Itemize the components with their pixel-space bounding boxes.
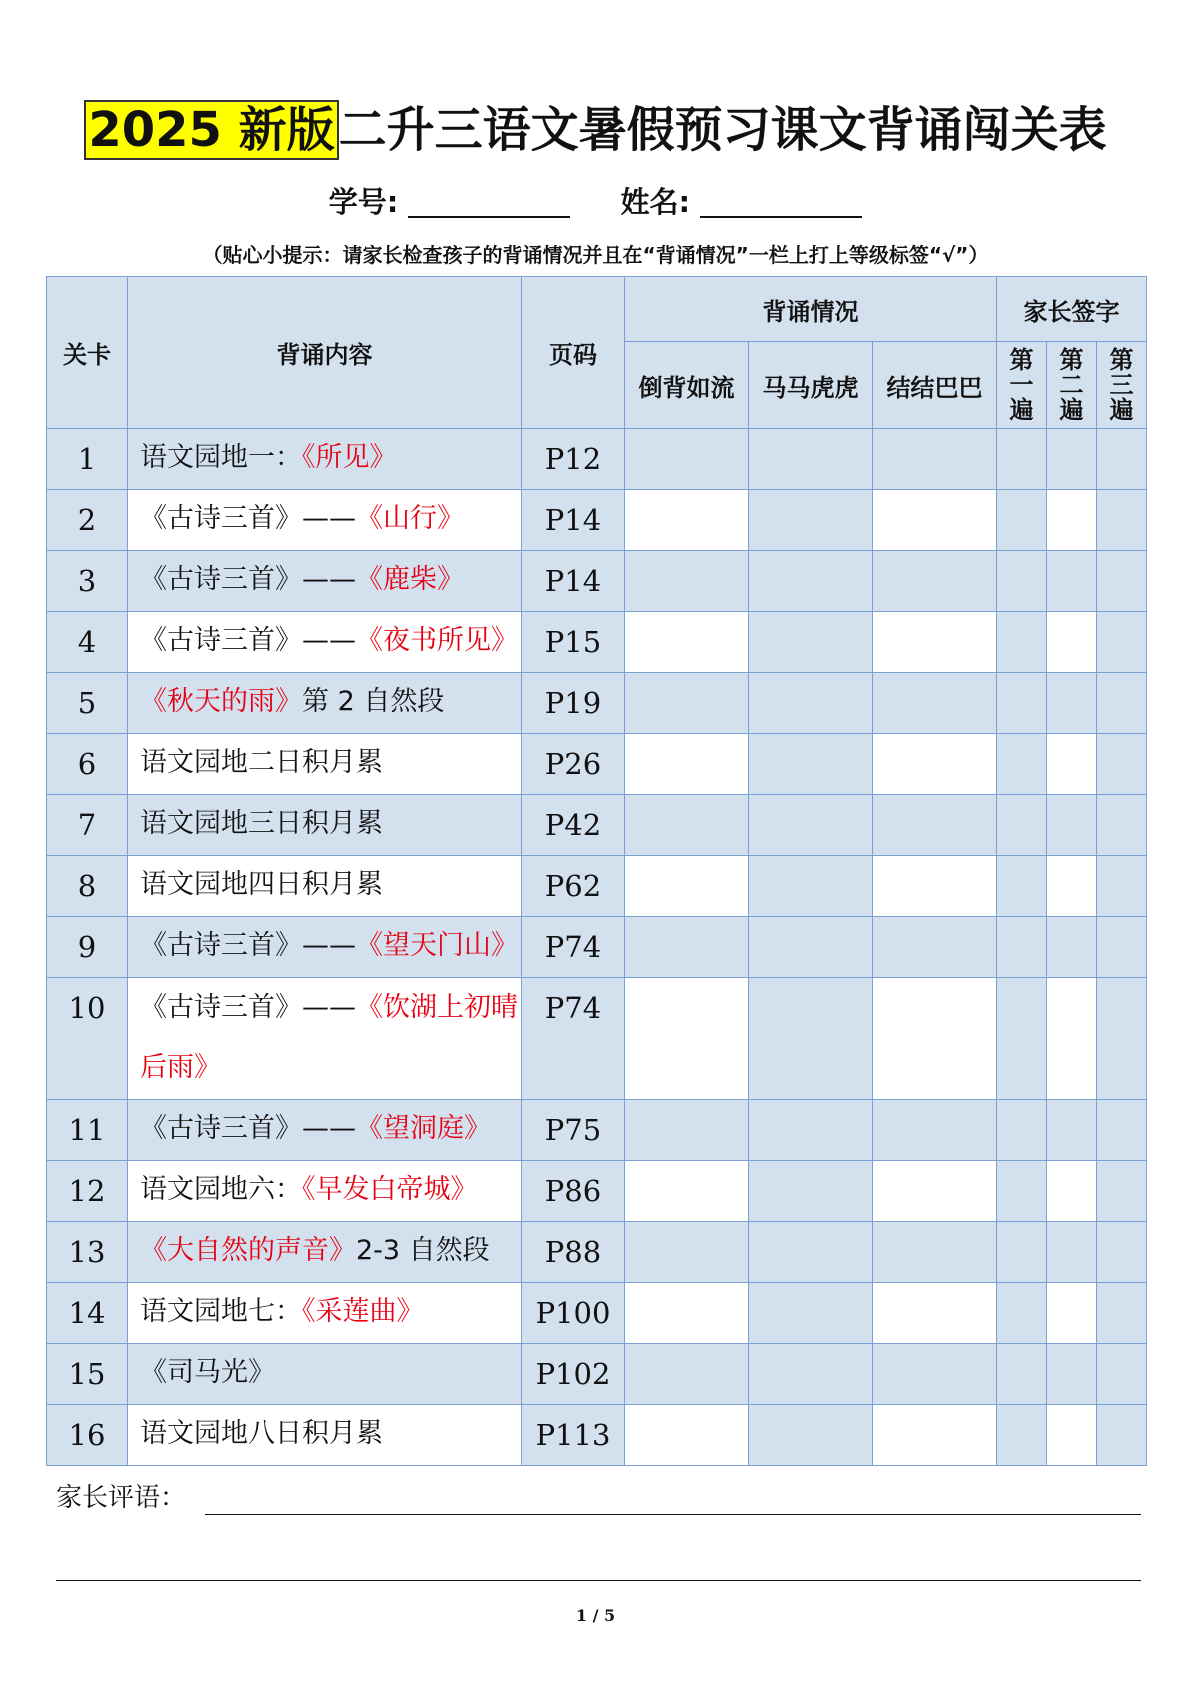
content-post-text: 第 2 自然段: [302, 686, 445, 717]
sign-pass-2-cell[interactable]: [1047, 856, 1097, 917]
page-title: [0, 88, 1191, 172]
grade-ok-cell[interactable]: [749, 429, 873, 490]
sign-pass-3-cell[interactable]: [1097, 1100, 1147, 1161]
header-sign: 家长签字: [997, 277, 1147, 342]
grade-fluent-cell[interactable]: [625, 612, 749, 673]
sign-pass-2-cell[interactable]: [1047, 490, 1097, 551]
header-page: 页码: [522, 277, 625, 429]
table-row: [47, 429, 1147, 490]
row-page-number: P26: [522, 734, 625, 795]
grade-ok-cell[interactable]: [749, 1100, 873, 1161]
sign-pass-3-cell[interactable]: [1097, 1283, 1147, 1344]
content-red-text: 《所见》: [302, 442, 397, 473]
grade-ok-cell[interactable]: [749, 734, 873, 795]
sign-pass-2-cell[interactable]: [1047, 551, 1097, 612]
table-row: [47, 490, 1147, 551]
sign-pass-3-cell[interactable]: [1097, 1222, 1147, 1283]
row-content: [128, 673, 522, 734]
row-level-number: 11: [47, 1100, 128, 1161]
sign-pass-1-cell[interactable]: [997, 490, 1047, 551]
sign-pass-1-cell[interactable]: [997, 856, 1047, 917]
content-red-text: 《夜书所见》: [356, 625, 518, 656]
content-pre-text: 《古诗三首》——: [140, 992, 356, 1023]
row-page-number: P62: [522, 856, 625, 917]
row-level-number: 16: [47, 1405, 128, 1466]
row-level-number: 6: [47, 734, 128, 795]
row-content: [128, 856, 522, 917]
page-indicator: 1 / 5: [575, 1606, 616, 1625]
grade-stutter-cell[interactable]: [873, 1222, 997, 1283]
row-level-number: 10: [47, 978, 128, 1100]
sign-pass-1-cell[interactable]: [997, 429, 1047, 490]
grade-stutter-cell[interactable]: [873, 1344, 997, 1405]
sign-pass-3-cell[interactable]: [1097, 978, 1147, 1100]
grade-fluent-cell[interactable]: [625, 1405, 749, 1466]
header-level: 关卡: [47, 277, 128, 429]
header-pass-2: 第二遍: [1047, 342, 1097, 429]
sign-pass-2-cell[interactable]: [1047, 673, 1097, 734]
grade-ok-cell[interactable]: [749, 1222, 873, 1283]
sign-pass-3-cell[interactable]: [1097, 490, 1147, 551]
content-red-text: 《山行》: [356, 503, 464, 534]
row-content: [128, 1283, 522, 1344]
row-content: [128, 978, 522, 1100]
grade-fluent-cell[interactable]: [625, 1100, 749, 1161]
sign-pass-2-cell[interactable]: [1047, 734, 1097, 795]
grade-ok-cell[interactable]: [749, 1344, 873, 1405]
sign-pass-1-cell[interactable]: [997, 734, 1047, 795]
grade-ok-cell[interactable]: [749, 1405, 873, 1466]
grade-stutter-cell[interactable]: [873, 551, 997, 612]
content-red-text: 《采莲曲》: [302, 1296, 424, 1327]
bottom-rule: [56, 1580, 1141, 1581]
sign-pass-2-cell[interactable]: [1047, 1344, 1097, 1405]
sign-pass-2-cell[interactable]: [1047, 1283, 1097, 1344]
grade-stutter-cell[interactable]: [873, 612, 997, 673]
row-content: [128, 1344, 522, 1405]
parent-comment-label: 家长评语：: [56, 1483, 187, 1513]
grade-fluent-cell[interactable]: [625, 1283, 749, 1344]
row-content: [128, 551, 522, 612]
row-page-number: P42: [522, 795, 625, 856]
sign-pass-1-cell[interactable]: [997, 673, 1047, 734]
sign-pass-1-cell[interactable]: [997, 978, 1047, 1100]
table-row: [47, 1161, 1147, 1222]
table-row: [47, 673, 1147, 734]
row-page-number: P102: [522, 1344, 625, 1405]
grade-ok-cell[interactable]: [749, 1283, 873, 1344]
sign-pass-1-cell[interactable]: [997, 1283, 1047, 1344]
table-row: [47, 856, 1147, 917]
grade-fluent-cell[interactable]: [625, 673, 749, 734]
grade-stutter-cell[interactable]: [873, 917, 997, 978]
grade-fluent-cell[interactable]: [625, 1222, 749, 1283]
grade-fluent-cell[interactable]: [625, 734, 749, 795]
title-rest: 二升三语文暑假预习课文背诵闯关表: [338, 102, 1107, 158]
content-red-text: 《早发白帝城》: [302, 1174, 478, 1205]
sign-pass-2-cell[interactable]: [1047, 1161, 1097, 1222]
parent-comment-field[interactable]: [205, 1514, 1141, 1515]
table-row: [47, 917, 1147, 978]
student-id-field[interactable]: [408, 182, 570, 218]
grade-fluent-cell[interactable]: [625, 1344, 749, 1405]
content-red-text: 《望洞庭》: [356, 1113, 491, 1144]
row-level-number: 1: [47, 429, 128, 490]
table-row: [47, 1222, 1147, 1283]
student-info-row: [0, 178, 1191, 226]
row-content: [128, 1222, 522, 1283]
grade-fluent-cell[interactable]: [625, 978, 749, 1100]
sign-pass-3-cell[interactable]: [1097, 551, 1147, 612]
sign-pass-1-cell[interactable]: [997, 1344, 1047, 1405]
sign-pass-2-cell[interactable]: [1047, 1100, 1097, 1161]
row-page-number: P74: [522, 978, 625, 1100]
content-pre-text: 语文园地八日积月累: [140, 1418, 383, 1449]
row-page-number: P75: [522, 1100, 625, 1161]
content-red-text: 《大自然的声音》: [140, 1235, 356, 1266]
student-id-label: 学号:: [328, 185, 399, 219]
header-content: 背诵内容: [128, 277, 522, 429]
content-pre-text: 语文园地二日积月累: [140, 747, 383, 778]
sign-pass-3-cell[interactable]: [1097, 612, 1147, 673]
grade-fluent-cell[interactable]: [625, 856, 749, 917]
student-name-field[interactable]: [700, 182, 862, 218]
row-content: [128, 1161, 522, 1222]
row-level-number: 3: [47, 551, 128, 612]
sign-pass-2-cell[interactable]: [1047, 917, 1097, 978]
grade-ok-cell[interactable]: [749, 673, 873, 734]
sign-pass-1-cell[interactable]: [997, 1161, 1047, 1222]
sign-pass-2-cell[interactable]: [1047, 429, 1097, 490]
sign-pass-1-cell[interactable]: [997, 551, 1047, 612]
sign-pass-3-cell[interactable]: [1097, 917, 1147, 978]
recitation-table: [46, 276, 1147, 1466]
row-content: [128, 490, 522, 551]
sign-pass-1-cell[interactable]: [997, 917, 1047, 978]
header-grade-fluent: 倒背如流: [625, 342, 749, 429]
row-page-number: P100: [522, 1283, 625, 1344]
grade-ok-cell[interactable]: [749, 917, 873, 978]
grade-stutter-cell[interactable]: [873, 856, 997, 917]
row-page-number: P15: [522, 612, 625, 673]
sign-pass-2-cell[interactable]: [1047, 1405, 1097, 1466]
table-row: [47, 1100, 1147, 1161]
row-page-number: P88: [522, 1222, 625, 1283]
grade-stutter-cell[interactable]: [873, 1405, 997, 1466]
content-red-text: 《望天门山》: [356, 930, 518, 961]
grade-stutter-cell[interactable]: [873, 1283, 997, 1344]
sign-pass-3-cell[interactable]: [1097, 1405, 1147, 1466]
row-content: [128, 1100, 522, 1161]
title-highlight: 2025 新版: [84, 100, 338, 160]
row-level-number: 4: [47, 612, 128, 673]
row-level-number: 13: [47, 1222, 128, 1283]
grade-fluent-cell[interactable]: [625, 429, 749, 490]
header-pass-3: 第三遍: [1097, 342, 1147, 429]
sign-pass-1-cell[interactable]: [997, 612, 1047, 673]
grade-fluent-cell[interactable]: [625, 551, 749, 612]
row-level-number: 7: [47, 795, 128, 856]
row-page-number: P14: [522, 490, 625, 551]
grade-stutter-cell[interactable]: [873, 795, 997, 856]
content-pre-text: 《古诗三首》——: [140, 625, 356, 656]
content-pre-text: 语文园地七：: [140, 1296, 302, 1327]
row-level-number: 8: [47, 856, 128, 917]
grade-fluent-cell[interactable]: [625, 795, 749, 856]
sign-pass-1-cell[interactable]: [997, 1100, 1047, 1161]
content-pre-text: 语文园地四日积月累: [140, 869, 383, 900]
sign-pass-1-cell[interactable]: [997, 1405, 1047, 1466]
grade-stutter-cell[interactable]: [873, 1161, 997, 1222]
grade-fluent-cell[interactable]: [625, 1161, 749, 1222]
row-content: [128, 612, 522, 673]
header-grade-ok: 马马虎虎: [749, 342, 873, 429]
content-pre-text: 《司马光》: [140, 1357, 275, 1388]
grade-stutter-cell[interactable]: [873, 490, 997, 551]
content-pre-text: 语文园地三日积月累: [140, 808, 383, 839]
grade-stutter-cell[interactable]: [873, 673, 997, 734]
sign-pass-1-cell[interactable]: [997, 1222, 1047, 1283]
grade-ok-cell[interactable]: [749, 490, 873, 551]
row-content: [128, 734, 522, 795]
content-pre-text: 《古诗三首》——: [140, 564, 356, 595]
sign-pass-3-cell[interactable]: [1097, 1161, 1147, 1222]
content-pre-text: 语文园地一：: [140, 442, 302, 473]
grade-ok-cell[interactable]: [749, 612, 873, 673]
grade-ok-cell[interactable]: [749, 856, 873, 917]
row-page-number: P86: [522, 1161, 625, 1222]
content-pre-text: 《古诗三首》——: [140, 503, 356, 534]
grade-stutter-cell[interactable]: [873, 978, 997, 1100]
row-page-number: P19: [522, 673, 625, 734]
grade-ok-cell[interactable]: [749, 1161, 873, 1222]
content-red-text: 《鹿柴》: [356, 564, 464, 595]
sign-pass-2-cell[interactable]: [1047, 978, 1097, 1100]
content-post-text: 2-3 自然段: [356, 1235, 490, 1266]
content-pre-text: 语文园地六：: [140, 1174, 302, 1205]
header-pass-1: 第一遍: [997, 342, 1047, 429]
table-row: [47, 1405, 1147, 1466]
sign-pass-2-cell[interactable]: [1047, 1222, 1097, 1283]
sign-pass-3-cell[interactable]: [1097, 429, 1147, 490]
table-row: [47, 551, 1147, 612]
row-page-number: P12: [522, 429, 625, 490]
table-row: [47, 1283, 1147, 1344]
row-level-number: 2: [47, 490, 128, 551]
sign-pass-2-cell[interactable]: [1047, 795, 1097, 856]
header-status: 背诵情况: [625, 277, 997, 342]
student-name-label: 姓名:: [620, 185, 691, 219]
grade-ok-cell[interactable]: [749, 795, 873, 856]
grade-stutter-cell[interactable]: [873, 1100, 997, 1161]
grade-fluent-cell[interactable]: [625, 917, 749, 978]
row-level-number: 12: [47, 1161, 128, 1222]
grade-ok-cell[interactable]: [749, 978, 873, 1100]
grade-fluent-cell[interactable]: [625, 490, 749, 551]
sign-pass-3-cell[interactable]: [1097, 673, 1147, 734]
sign-pass-3-cell[interactable]: [1097, 734, 1147, 795]
sign-pass-1-cell[interactable]: [997, 795, 1047, 856]
header-grade-stutter: 结结巴巴: [873, 342, 997, 429]
content-red-text: 《秋天的雨》: [140, 686, 302, 717]
table-row: [47, 978, 1147, 1100]
sign-pass-3-cell[interactable]: [1097, 1344, 1147, 1405]
content-pre-text: 《古诗三首》——: [140, 930, 356, 961]
row-page-number: P113: [522, 1405, 625, 1466]
sign-pass-2-cell[interactable]: [1047, 612, 1097, 673]
table-row: [47, 612, 1147, 673]
parent-tip: （贴心小提示：请家长检查孩子的背诵情况并且在“背诵情况”一栏上打上等级标签“√”）: [202, 243, 989, 267]
row-page-number: P74: [522, 917, 625, 978]
table-row: [47, 1344, 1147, 1405]
row-content: [128, 1405, 522, 1466]
row-level-number: 14: [47, 1283, 128, 1344]
table-row: [47, 734, 1147, 795]
row-content: [128, 429, 522, 490]
content-pre-text: 《古诗三首》——: [140, 1113, 356, 1144]
table-row: [47, 795, 1147, 856]
row-level-number: 15: [47, 1344, 128, 1405]
content-red-text: 《饮湖上初晴后雨》: [140, 992, 518, 1083]
grade-stutter-cell[interactable]: [873, 734, 997, 795]
sign-pass-3-cell[interactable]: [1097, 856, 1147, 917]
grade-stutter-cell[interactable]: [873, 429, 997, 490]
row-content: [128, 795, 522, 856]
row-level-number: 5: [47, 673, 128, 734]
row-content: [128, 917, 522, 978]
sign-pass-3-cell[interactable]: [1097, 795, 1147, 856]
grade-ok-cell[interactable]: [749, 551, 873, 612]
row-page-number: P14: [522, 551, 625, 612]
row-level-number: 9: [47, 917, 128, 978]
